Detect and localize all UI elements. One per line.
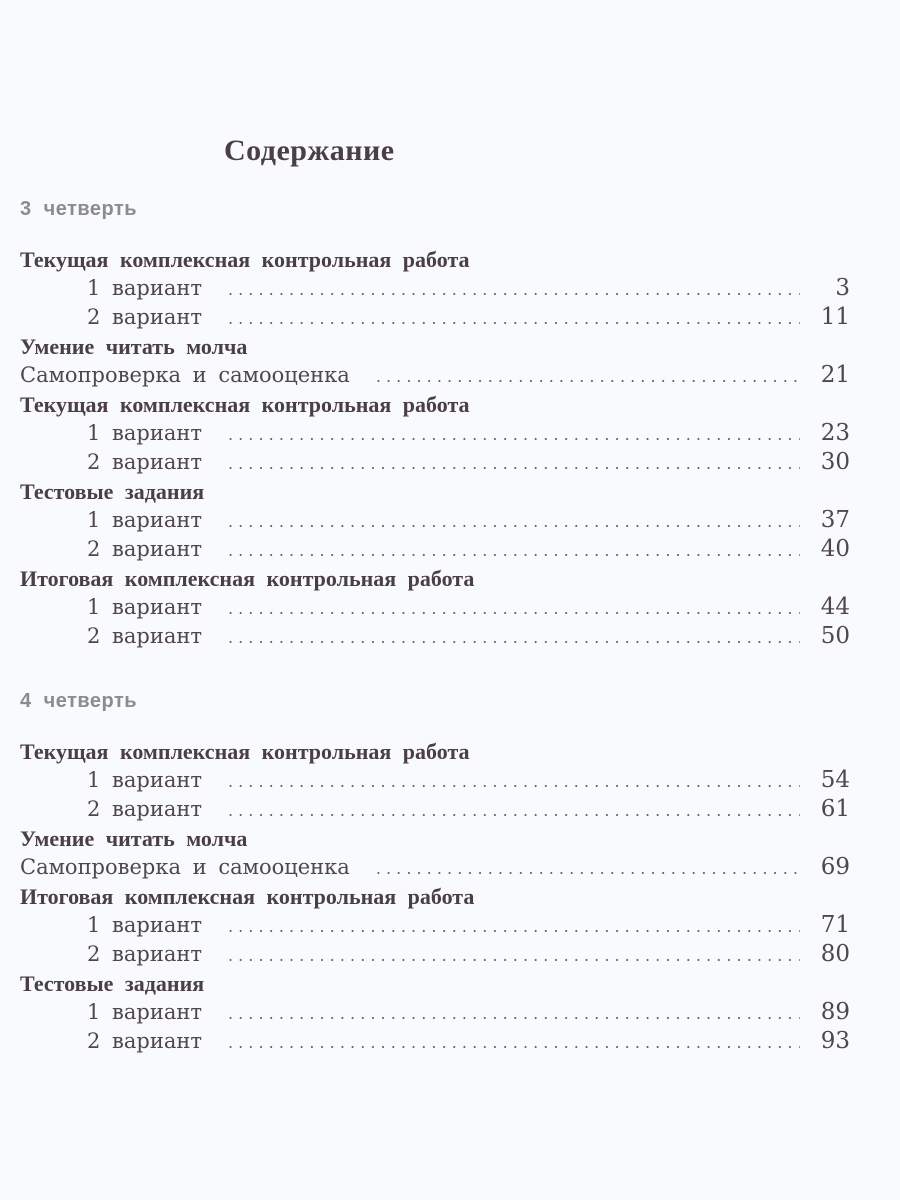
- page-number: 71: [820, 912, 850, 938]
- section-heading: Текущая комплексная контрольная работа: [20, 247, 470, 272]
- quarter-heading-3: [20, 198, 137, 221]
- dot-leader: [376, 362, 800, 391]
- page-number: 50: [820, 623, 850, 649]
- section-heading: Итоговая комплексная контрольная работа: [20, 566, 475, 591]
- dot-leader: [228, 594, 800, 623]
- entry-label: Самопроверка и самооценка: [20, 855, 350, 879]
- page-number: 30: [820, 449, 850, 475]
- dot-leader: [228, 1028, 800, 1057]
- dot-leader: [228, 449, 800, 478]
- toc-quarter-4: [20, 737, 850, 1056]
- page-number: 44: [820, 594, 850, 620]
- dot-leader: [228, 536, 800, 565]
- page-number: 54: [820, 767, 850, 793]
- toc-entry[interactable]: [20, 274, 850, 303]
- page-number: 93: [820, 1028, 850, 1054]
- quarter-number: 4: [20, 690, 32, 712]
- toc-entry[interactable]: [20, 419, 850, 448]
- toc-entry[interactable]: [20, 940, 850, 969]
- page-number: 23: [820, 420, 850, 446]
- dot-leader: [228, 420, 800, 449]
- dot-leader: [228, 275, 800, 304]
- entry-label: Самопроверка и самооценка: [20, 363, 350, 387]
- dot-leader: [228, 767, 800, 796]
- quarter-label: четверть: [43, 690, 138, 712]
- page-number: 37: [820, 507, 850, 533]
- section-heading: Умение читать молча: [20, 826, 248, 851]
- entry-label: 2 вариант: [87, 942, 202, 966]
- entry-label: 2 вариант: [87, 1029, 202, 1053]
- page-number: 89: [820, 999, 850, 1025]
- dot-leader: [376, 854, 800, 883]
- section-heading: Тестовые задания: [20, 479, 205, 504]
- page-title: Содержание: [224, 134, 395, 167]
- toc-entry[interactable]: [20, 361, 850, 390]
- page-number: 11: [820, 304, 850, 330]
- entry-label: 1 вариант: [87, 768, 202, 792]
- page-number: 69: [820, 854, 850, 880]
- page-number: 3: [835, 275, 850, 301]
- entry-label: 2 вариант: [87, 450, 202, 474]
- entry-label: 2 вариант: [87, 624, 202, 648]
- entry-label: 1 вариант: [87, 276, 202, 300]
- dot-leader: [228, 999, 800, 1028]
- quarter-label: четверть: [43, 198, 138, 220]
- page-number: 40: [820, 536, 850, 562]
- toc-entry[interactable]: [20, 303, 850, 332]
- entry-label: 1 вариант: [87, 508, 202, 532]
- quarter-heading-4: [20, 690, 137, 713]
- entry-label: 2 вариант: [87, 537, 202, 561]
- entry-label: 1 вариант: [87, 913, 202, 937]
- dot-leader: [228, 941, 800, 970]
- page-number: 61: [820, 796, 850, 822]
- toc-entry[interactable]: [20, 593, 850, 622]
- toc-quarter-3: [20, 245, 850, 651]
- toc-entry[interactable]: [20, 622, 850, 651]
- toc-entry[interactable]: [20, 506, 850, 535]
- dot-leader: [228, 623, 800, 652]
- entry-label: 1 вариант: [87, 595, 202, 619]
- quarter-number: 3: [20, 198, 32, 220]
- page-number: 80: [820, 941, 850, 967]
- page-number: 21: [820, 362, 850, 388]
- dot-leader: [228, 912, 800, 941]
- section-heading: Умение читать молча: [20, 334, 248, 359]
- section-heading: Текущая комплексная контрольная работа: [20, 392, 470, 417]
- entry-label: 2 вариант: [87, 305, 202, 329]
- dot-leader: [228, 304, 800, 333]
- entry-label: 2 вариант: [87, 797, 202, 821]
- dot-leader: [228, 796, 800, 825]
- toc-entry[interactable]: [20, 911, 850, 940]
- toc-entry[interactable]: [20, 853, 850, 882]
- toc-entry[interactable]: [20, 1027, 850, 1056]
- toc-entry[interactable]: [20, 795, 850, 824]
- section-heading: Итоговая комплексная контрольная работа: [20, 884, 475, 909]
- toc-entry[interactable]: [20, 535, 850, 564]
- toc-entry[interactable]: [20, 766, 850, 795]
- section-heading: Текущая комплексная контрольная работа: [20, 739, 470, 764]
- toc-entry[interactable]: [20, 998, 850, 1027]
- entry-label: 1 вариант: [87, 421, 202, 445]
- toc-entry[interactable]: [20, 448, 850, 477]
- section-heading: Тестовые задания: [20, 971, 205, 996]
- entry-label: 1 вариант: [87, 1000, 202, 1024]
- dot-leader: [228, 507, 800, 536]
